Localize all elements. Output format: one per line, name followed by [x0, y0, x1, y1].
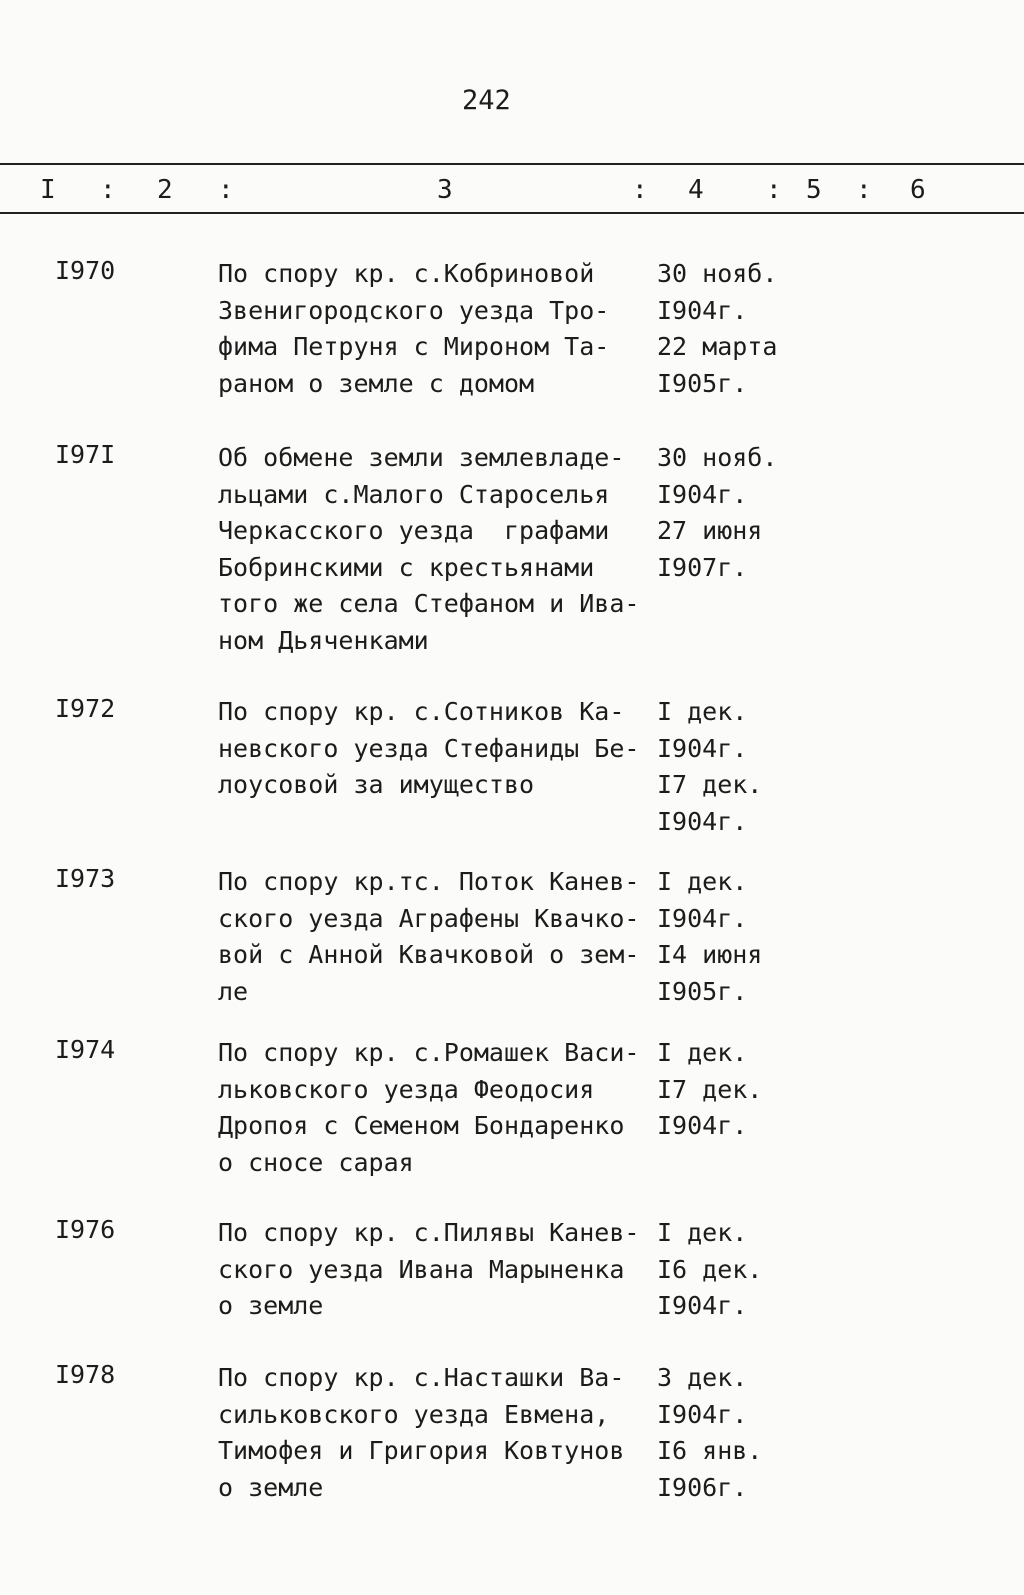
column-separator: : [856, 175, 872, 205]
date-line: I904г. [657, 806, 748, 836]
description-line: льцами с.Малого Староселья [218, 479, 610, 509]
description-line: лоусовой за имущество [218, 770, 535, 799]
header-bottom-rule [0, 212, 1024, 214]
entry-description [218, 1035, 648, 1181]
entry-number: I97I [55, 440, 116, 469]
page-number: 242 [462, 85, 511, 116]
column-header: I [40, 175, 56, 205]
column-separator: : [766, 175, 782, 205]
description-line: ского уезда Аграфены Квачко- [218, 903, 640, 933]
entry-description [218, 694, 648, 804]
description-line: Звенигородского уезда Тро- [218, 295, 610, 325]
date-line: I904г. [657, 1399, 748, 1429]
date-line: I904г. [657, 733, 748, 763]
date-line: I906г. [657, 1472, 748, 1502]
description-line: невского уезда Стефаниды Бе- [218, 733, 640, 763]
entry-description [218, 256, 648, 402]
column-separator: : [218, 175, 234, 205]
description-line: раном о земле с домом [218, 368, 535, 398]
entry-dates [657, 1360, 827, 1506]
date-line: I907г. [657, 552, 748, 582]
entry-dates [657, 1035, 827, 1145]
entry-dates [657, 440, 827, 586]
date-line: I904г. [657, 1291, 748, 1320]
description-line: ном Дьяченками [218, 625, 429, 655]
description-line: По спору кр. с.Пилявы Канев- [218, 1218, 640, 1247]
date-line: 27 июня [657, 516, 763, 545]
description-line: ле [218, 976, 249, 1006]
entry-description [218, 1360, 648, 1506]
description-line: ского уезда Ивана Марыненка [218, 1254, 625, 1284]
date-line: I904г. [657, 903, 748, 933]
description-line: Бобринскими с крестьянами [218, 552, 595, 582]
description-line: сильковского уезда Евмена, [218, 1399, 610, 1429]
date-line: I дек. [657, 1218, 748, 1247]
date-line: I905г. [657, 976, 748, 1006]
description-line: Тимофея и Григория Ковтунов [218, 1436, 625, 1465]
column-header: 6 [910, 175, 926, 205]
column-header: 4 [688, 175, 704, 205]
date-line: I7 дек. [657, 770, 763, 799]
date-line: I дек. [657, 697, 748, 726]
entry-number: I978 [55, 1360, 116, 1389]
date-line: I7 дек. [657, 1074, 763, 1104]
entry-dates [657, 1215, 827, 1325]
entry-dates [657, 694, 827, 840]
column-header: 2 [157, 175, 173, 205]
description-line: фима Петруня с Мироном Та- [218, 332, 610, 361]
date-line: 30 нояб. [657, 259, 778, 288]
header-top-rule [0, 163, 1024, 165]
date-line: I905г. [657, 368, 748, 398]
entry-number: I974 [55, 1035, 116, 1064]
column-header: 3 [437, 175, 453, 205]
date-line: I6 дек. [657, 1254, 763, 1284]
description-line: Черкасского уезда графами [218, 516, 610, 545]
entry-number: I973 [55, 864, 116, 893]
description-line: По спору кр. с.Ромашек Васи- [218, 1038, 640, 1067]
description-line: вой с Анной Квачковой о зем- [218, 940, 640, 969]
date-line: I6 янв. [657, 1436, 763, 1465]
date-line: 22 марта [657, 332, 778, 361]
entry-description [218, 1215, 648, 1325]
description-line: Об обмене земли землевладе- [218, 443, 625, 472]
date-line: I4 июня [657, 940, 763, 969]
entry-dates [657, 256, 827, 402]
description-line: о земле [218, 1291, 324, 1320]
entry-number: I972 [55, 694, 116, 723]
entry-description [218, 864, 648, 1010]
description-line: Дропоя с Семеном Бондаренко [218, 1111, 625, 1140]
description-line: По спору кр. с.Кобриновой [218, 259, 595, 288]
description-line: о земле [218, 1472, 324, 1502]
entry-description [218, 440, 648, 659]
description-line: По спору кр.тс. Поток Канев- [218, 867, 640, 896]
column-header: 5 [806, 175, 822, 205]
description-line: льковского уезда Феодосия [218, 1074, 595, 1104]
date-line: 3 дек. [657, 1363, 748, 1392]
date-line: 30 нояб. [657, 443, 778, 472]
description-line: По спору кр. с.Сотников Ка- [218, 697, 625, 726]
date-line: I904г. [657, 295, 748, 325]
date-line: I дек. [657, 867, 748, 896]
column-separator: : [632, 175, 648, 205]
entry-number: I970 [55, 256, 116, 285]
entry-dates [657, 864, 827, 1010]
description-line: По спору кр. с.Насташки Ва- [218, 1363, 625, 1392]
date-line: I904г. [657, 479, 748, 509]
date-line: I дек. [657, 1038, 748, 1067]
description-line: того же села Стефаном и Ива- [218, 589, 640, 618]
date-line: I904г. [657, 1111, 748, 1140]
entry-number: I976 [55, 1215, 116, 1244]
description-line: о сносе сарая [218, 1147, 414, 1177]
column-separator: : [100, 175, 116, 205]
